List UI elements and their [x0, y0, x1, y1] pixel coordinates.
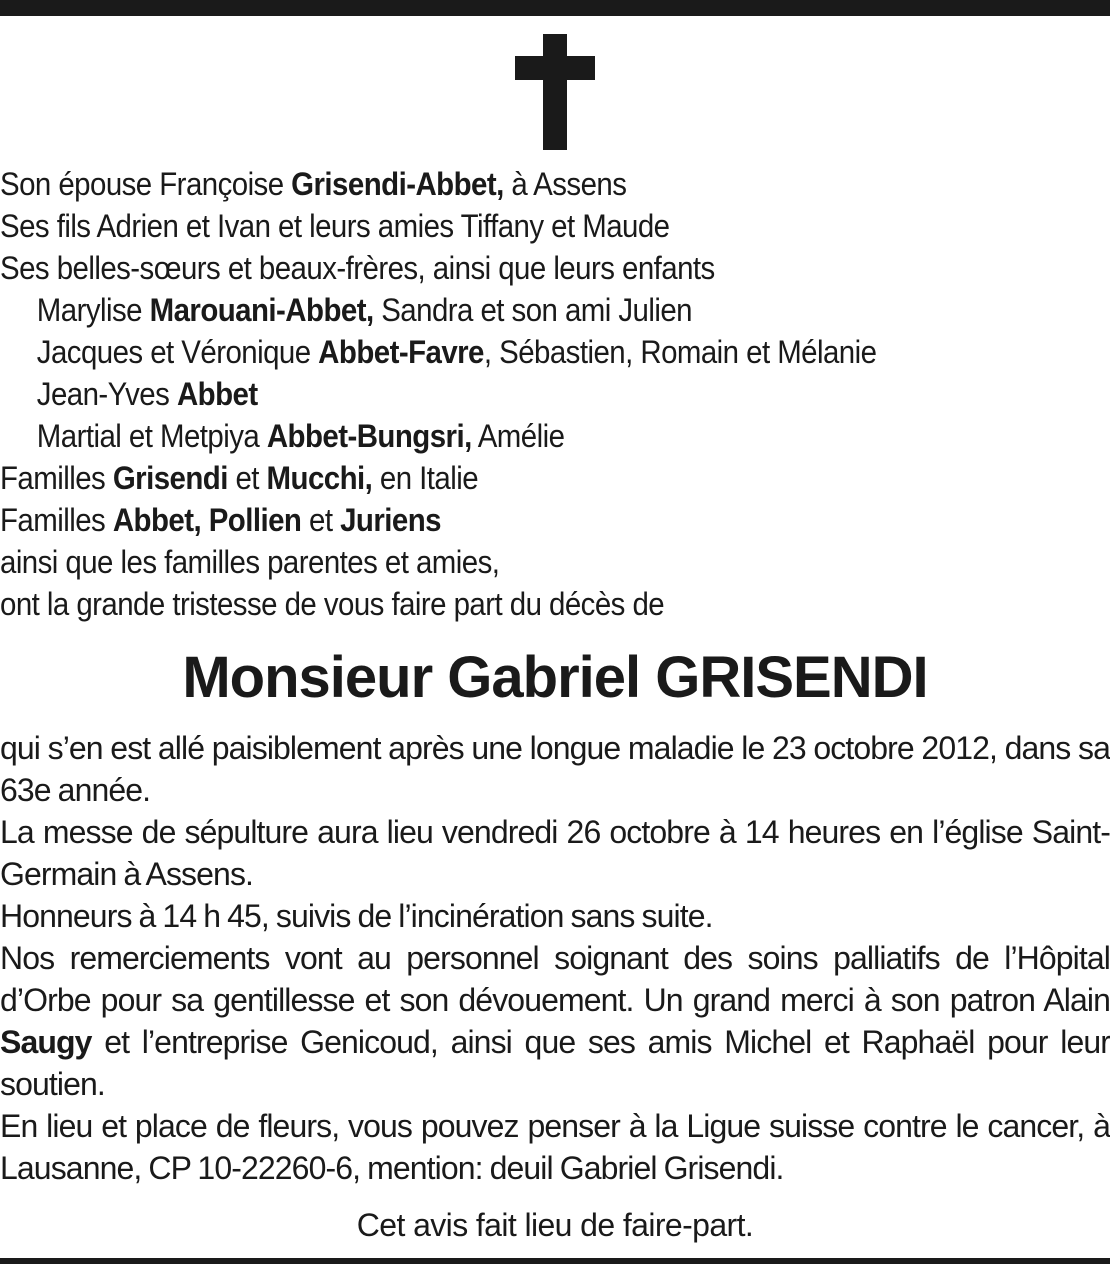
family-line: Jean-Yves Abbet: [36, 376, 258, 412]
family-line: Marylise Marouani-Abbet, Sandra et son ami Julien: [36, 292, 693, 328]
paragraph-donations: En lieu et place de fleurs, vous pouvez penser à la Ligue suisse contre le cancer, à Lausanne, CP 10-22260-6, mention: deuil Gabriel Grisendi.: [0, 1108, 1110, 1186]
family-line: ont la grande tristesse de vous faire part du décès de: [0, 586, 665, 622]
top-rule: [0, 0, 1110, 16]
family-line: Martial et Metpiya Abbet-Bungsri, Amélie: [36, 418, 565, 454]
family-line: ainsi que les familles parentes et amies,: [0, 544, 500, 580]
cross-icon: [0, 34, 1110, 150]
paragraph-funeral-mass: La messe de sépulture aura lieu vendredi 26 octobre à 14 heures en l’église Saint-Germain à Assens.: [0, 814, 1110, 892]
paragraph-honours: Honneurs à 14 h 45, suivis de l’incinération sans suite.: [0, 898, 713, 934]
paragraph-thanks: Nos remerciements vont au personnel soignant des soins palliatifs de l’Hôpital d’Orbe pour sa gentillesse et son dévouement. Un grand merci à son patron Alain Saugy et l’entreprise Genicoud, ainsi que ses amis Michel et Raphaël pour leur soutien.: [0, 940, 1110, 1102]
notice-body: [0, 727, 1110, 1189]
family-line: Ses belles-sœurs et beaux-frères, ainsi que leurs enfants: [0, 250, 715, 286]
family-list: [0, 163, 1021, 625]
deceased-name: Monsieur Gabriel GRISENDI: [182, 645, 928, 710]
footer-note: Cet avis fait lieu de faire-part.: [356, 1207, 754, 1243]
paragraph-passing: qui s’en est allé paisiblement après une longue maladie le 23 octobre 2012, dans sa 63e année.: [0, 730, 1110, 808]
family-line: Familles Grisendi et Mucchi, en Italie: [0, 460, 479, 496]
family-line: Ses fils Adrien et Ivan et leurs amies Tiffany et Maude: [0, 208, 670, 244]
bottom-rule: [0, 1258, 1110, 1264]
family-line: Son épouse Françoise Grisendi-Abbet, à Assens: [0, 166, 627, 202]
family-line: Jacques et Véronique Abbet-Favre, Sébastien, Romain et Mélanie: [36, 334, 877, 370]
family-line: Familles Abbet, Pollien et Juriens: [0, 502, 441, 538]
